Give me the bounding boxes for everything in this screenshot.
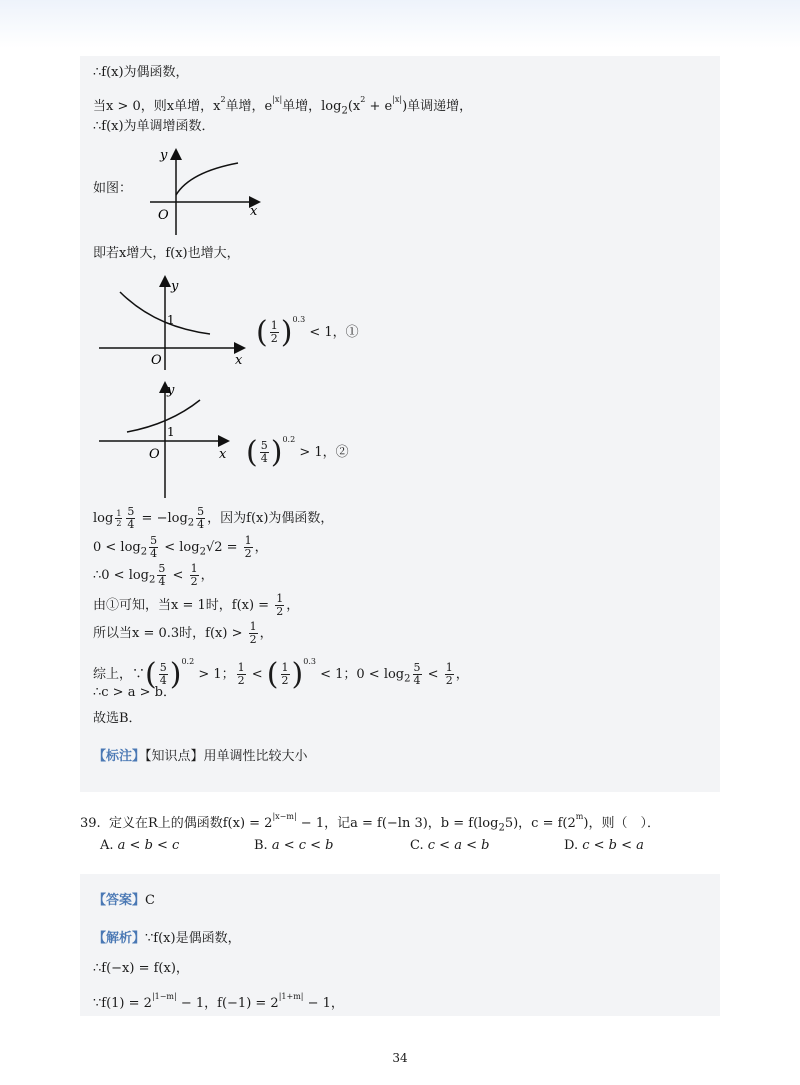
graph-label: 如图： [93,181,133,196]
graph-log-increasing [140,145,270,240]
graph1-x-label: x [250,204,258,219]
graph2-x-label: x [235,353,243,368]
g3-expression: ( $\frac{5}{4}$ )$^{0.2}$ > 1，② [246,434,349,470]
page-number: 34 [392,1051,408,1065]
graph-exp-increasing [95,378,235,500]
sol-step-8: 故选B． [93,711,142,726]
analysis-line-3: ∵f(1) = $2^{|1-m|} - 1$，$f(-1) = 2^{|1+m|} - 1$， [93,992,344,1011]
sol-step-7: ∴c > a > b． [93,685,176,700]
graph1-origin: O [158,208,169,223]
sol-step-1: log $\frac{1}{2}$ $\frac{5}{4}$ = $-\log_2$ $\frac{5}{4}$ ，因为f(x)为偶函数， [93,505,334,531]
sol-step-5: 所以当x = 0.3时，f(x) > $\frac{1}{2}$ ， [93,620,273,646]
analysis-line-1: 【解析】∵f(x)是偶函数， [93,931,241,946]
option-b[interactable]: B. a < c < b [254,838,334,853]
sol-step-3: ∴0 < $\log_2$ $\frac{5}{4}$ < $\frac{1}{2}$ ， [93,562,214,588]
header-band [0,0,800,48]
graph1-y-label: y [160,148,168,163]
sol-step-6: 综上，∵( $\frac{5}{4}$ )$^{0.2}$ > 1； $\frac{1}{2}$ < ( $\frac{1}{2}$ )$^{0.3}$ < 1；$0 < \log_2$ $\frac{5}{4}$ < $\frac{1}{2}$ ， [93,656,469,692]
sol-step-4: 由①可知，当x = 1时，f(x) = $\frac{1}{2}$ ， [93,592,300,618]
option-d[interactable]: D. c < b < a [564,838,644,853]
option-c[interactable]: C. c < a < b [410,838,490,853]
graph3-one: 1 [167,425,175,439]
answer-line: 【答案】C [93,893,155,908]
option-a[interactable]: A. a < b < c [100,838,180,853]
sol-line-3: ∴f(x)为单调增函数． [93,119,215,134]
sol-line-2: 当x > 0，则x单增，$x^2$单增，$e^{|x|}$单增，$\log_2(x^2 + e^{|x|})$单调递增， [93,95,473,117]
sol-line-1: ∴f(x)为偶函数， [93,65,189,80]
graph2-y-label: y [171,279,179,294]
analysis-line-2: ∴f(−x) = f(x)， [93,961,189,976]
sol-step-2: $0 < \log_2$ $\frac{5}{4}$ < $\log_2√2$ = $\frac{1}{2}$ ， [93,534,268,560]
knowledge-tag: 【标注】【知识点】用单调性比较大小 [93,749,308,764]
g2-expression: ( $\frac{1}{2}$ )$^{0.3}$ < 1，① [256,314,359,350]
graph3-x-label: x [219,447,227,462]
question-39: 39. 定义在R上的偶函数$f(x) = 2^{|x-m|} - 1$，记a = f(−ln 3)，$b = f(\log_25)$，$c = f(2^m)$，则（ ）． [80,812,660,834]
graph3-origin: O [149,447,160,462]
sol-line-4: 即若x增大，f(x)也增大， [93,246,240,261]
graph-exp-decreasing [95,272,255,372]
graph3-y-label: y [167,383,175,398]
graph2-origin: O [151,353,162,368]
graph2-one: 1 [167,313,175,327]
